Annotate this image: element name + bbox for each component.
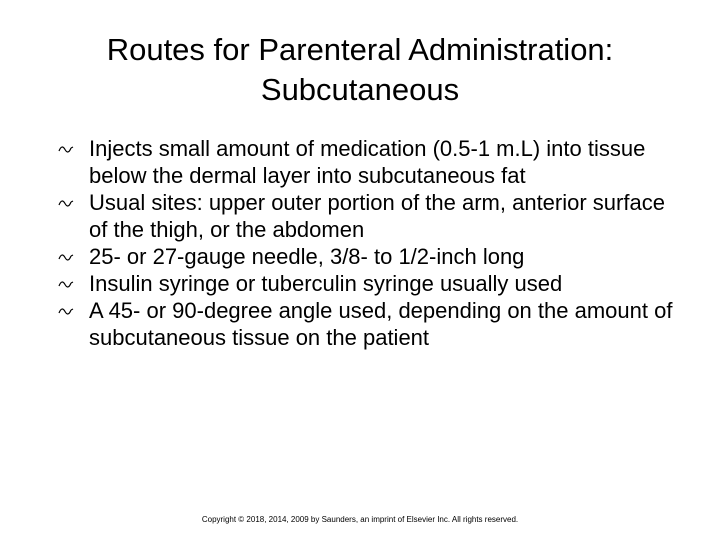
bullet-item: [58, 297, 678, 351]
wave-bullet-icon: [58, 145, 74, 154]
slide-title: [40, 30, 680, 110]
bullet-item: [58, 270, 678, 297]
wave-bullet-icon: [58, 253, 74, 262]
slide-title-line-2: Subcutaneous: [260, 72, 460, 107]
bullet-item: [58, 189, 678, 243]
wave-bullet-icon: [58, 307, 74, 316]
wave-bullet-icon: [58, 280, 74, 289]
copyright-footer: Copyright © 2018, 2014, 2009 by Saunders, an imprint of Elsevier Inc. All rights reserved.: [201, 515, 519, 524]
bullet-item: [58, 243, 678, 270]
slide-title-line-1: Routes for Parenteral Administration:: [106, 32, 614, 67]
bullet-text: Insulin syringe or tuberculin syringe usually used: [89, 271, 563, 296]
bullet-item: [58, 135, 678, 189]
bullet-text: Usual sites: upper outer portion of the arm, anterior surface of the thigh, or the abdomen: [89, 190, 665, 242]
bullet-text: Injects small amount of medication (0.5-1 m.L) into tissue below the dermal layer into subcutaneous fat: [89, 136, 646, 188]
bullet-text: 25- or 27-gauge needle, 3/8- to 1/2-inch long: [89, 244, 525, 269]
bullet-list: [58, 135, 678, 351]
wave-bullet-icon: [58, 199, 74, 208]
bullet-text: A 45- or 90-degree angle used, depending on the amount of subcutaneous tissue on the patient: [89, 298, 673, 350]
